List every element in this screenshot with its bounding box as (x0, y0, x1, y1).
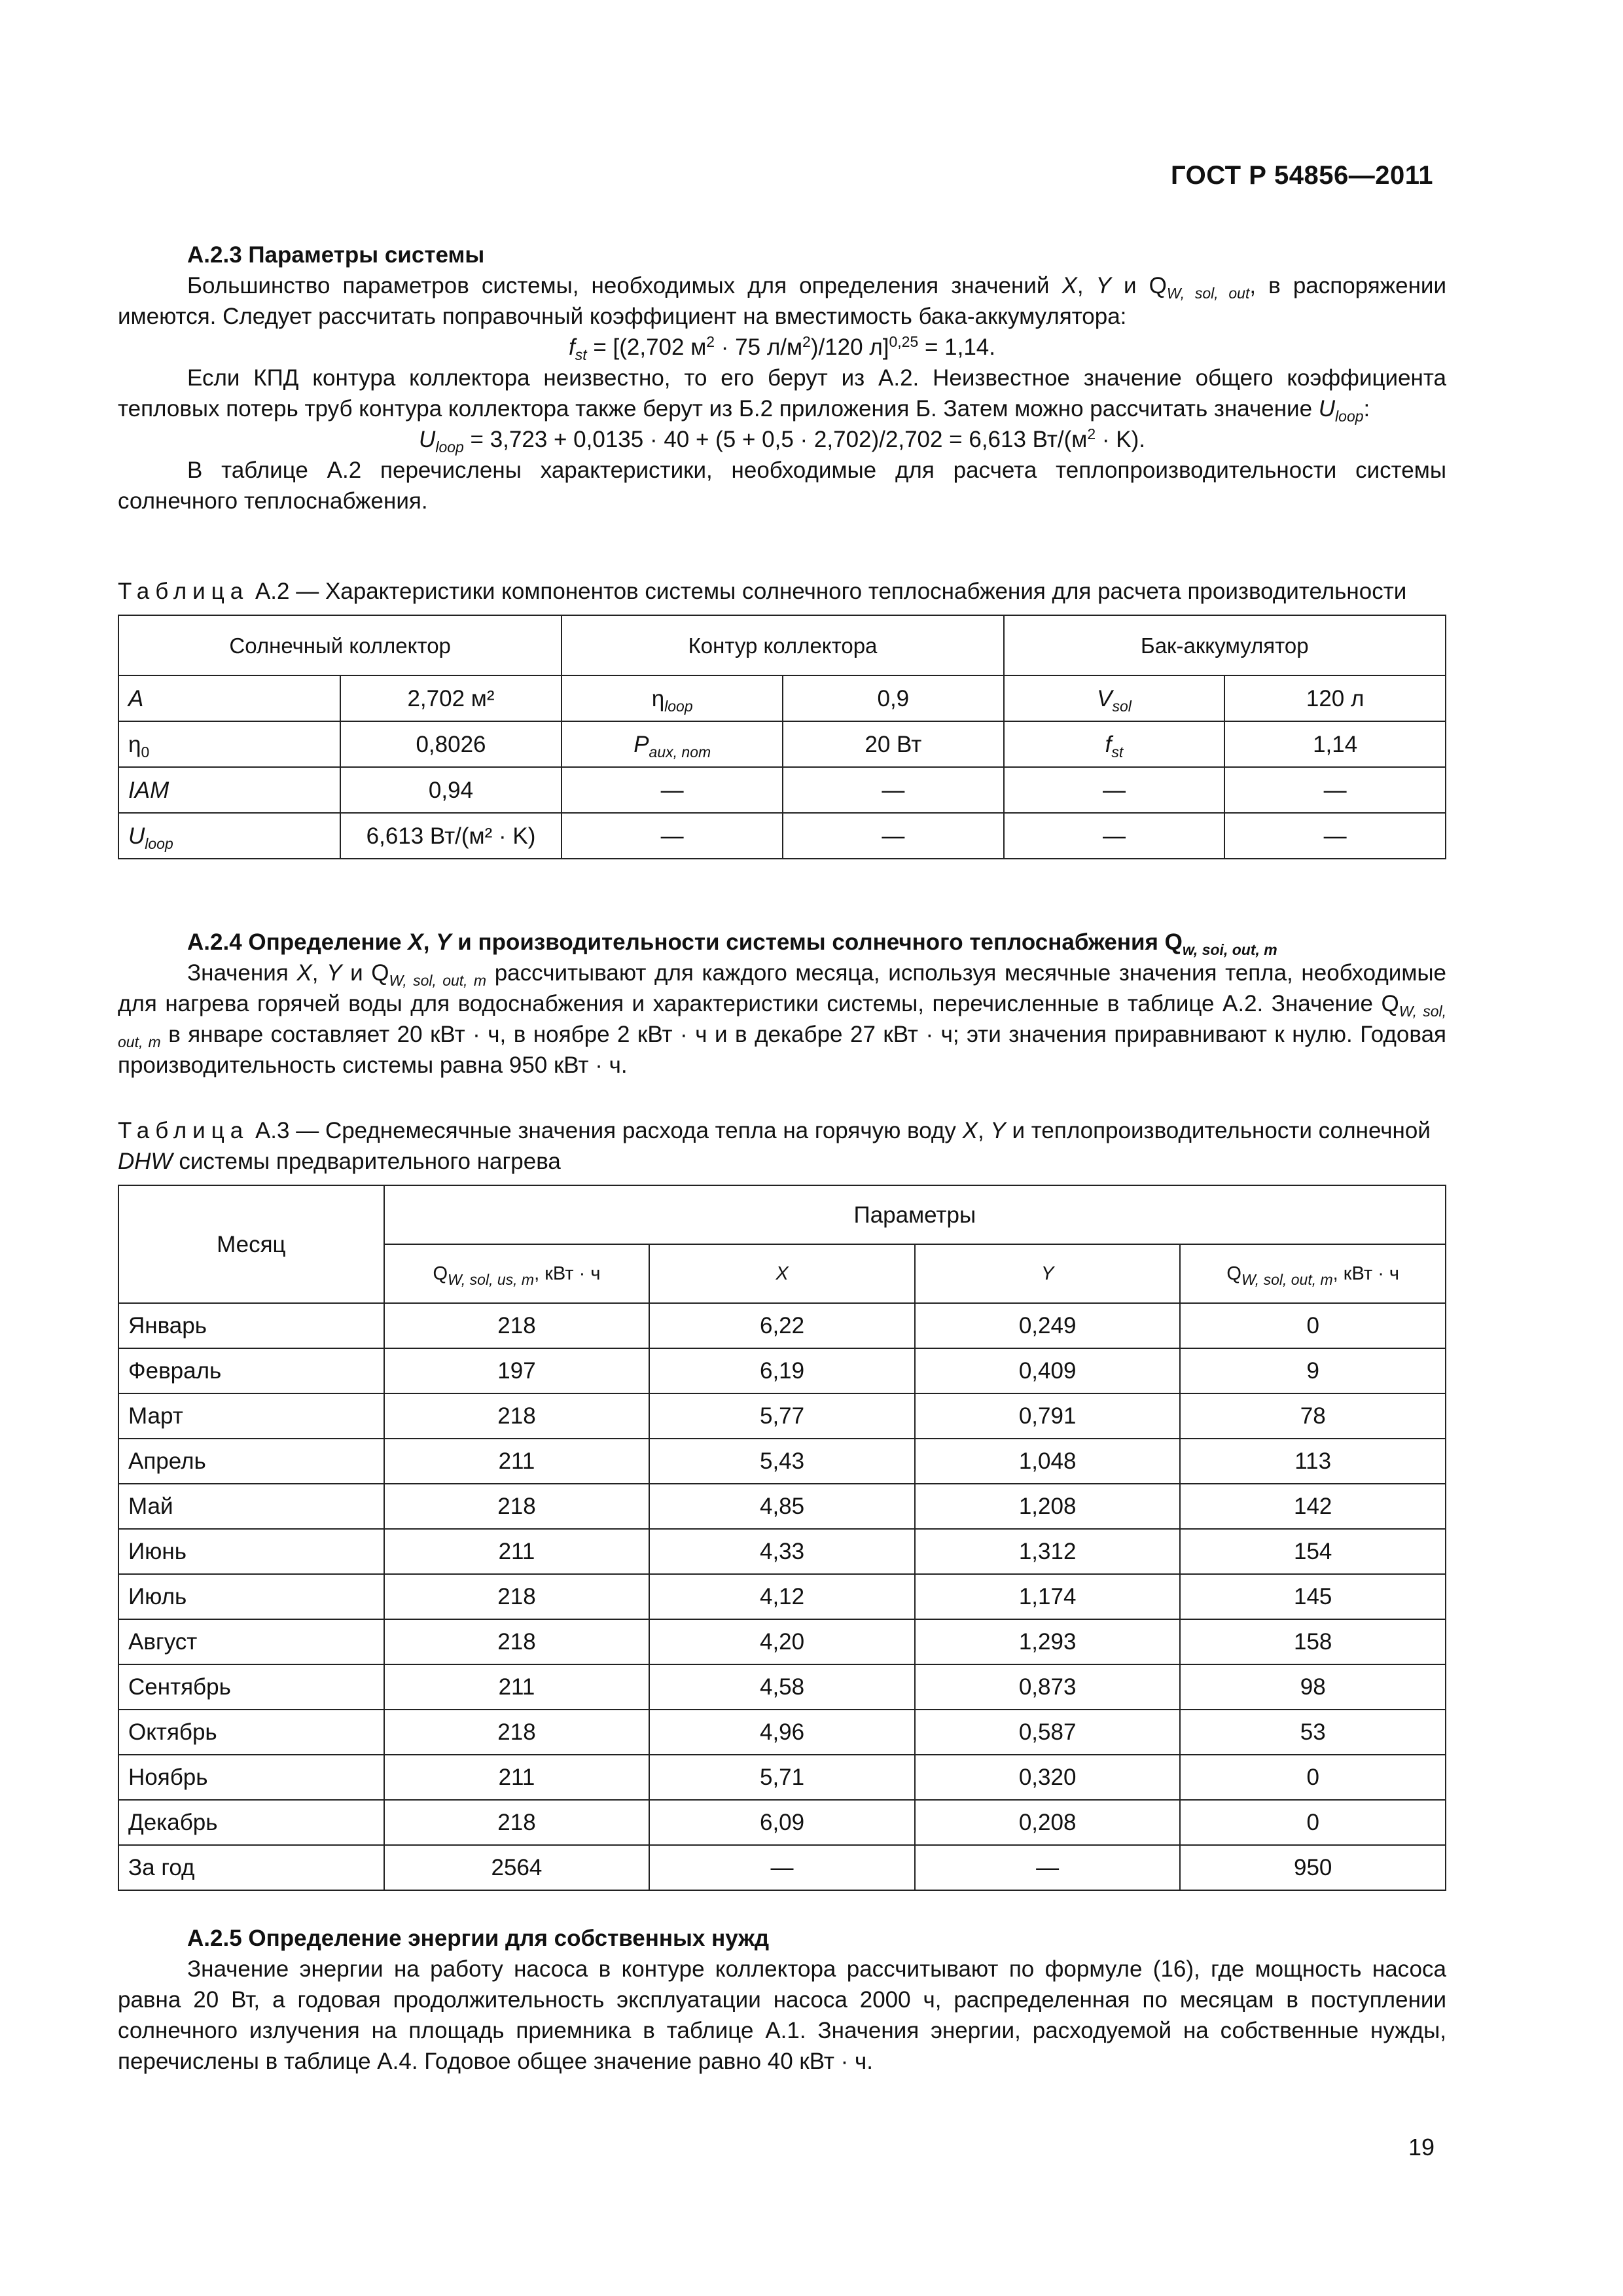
q-us-cell: 218 (384, 1484, 650, 1529)
table-row: $U_{loop}$ 6,613 Вт/(м² · K) — — — — (118, 813, 1446, 859)
table-row (118, 1303, 1446, 1348)
param-value: 0,94 (340, 767, 562, 813)
section-a23-paragraph-2: Если КПД контура коллектора неизвестно, то его берут из А.2. Неизвестное значение общего коэффициента тепловых потерь труб контура коллектора также берут из Б.2 приложения Б. Затем можно рассчитать значение $U_{loop}$: (118, 365, 1446, 425)
table-row (118, 1800, 1446, 1845)
x-cell: 5,77 (649, 1393, 915, 1439)
x-cell: 4,20 (649, 1619, 915, 1664)
month-cell: Июль (118, 1574, 384, 1619)
q-out-cell: 113 (1180, 1439, 1446, 1484)
table-row (118, 1348, 1446, 1393)
param-symbol: η (651, 685, 665, 711)
q-out-cell: 9 (1180, 1348, 1446, 1393)
table-row (118, 1619, 1446, 1664)
param-symbol: A (128, 685, 144, 711)
y-cell: — (915, 1845, 1181, 1890)
param-value: 120 л (1224, 675, 1446, 721)
q-out-cell: 154 (1180, 1529, 1446, 1574)
month-cell: Октябрь (118, 1710, 384, 1755)
table-row (118, 1393, 1446, 1439)
y-cell: 0,587 (915, 1710, 1181, 1755)
q-us-cell: 218 (384, 1619, 650, 1664)
y-cell: 1,293 (915, 1619, 1181, 1664)
table-row (118, 1710, 1446, 1755)
section-a24-title: А.2.4 Определение X, Y и производительности системы солнечного теплоснабжения $Q_{w, soi, out, m}$ (187, 929, 1277, 958)
section-a23-paragraph-3: В таблице А.2 перечислены характеристики, необходимые для расчета теплопроизводительности системы солнечного теплоснабжения. (118, 457, 1446, 514)
header-storage-tank: Бак-аккумулятор (1004, 615, 1446, 675)
table-row (118, 1439, 1446, 1484)
formula-fst: $f_{st} = [(2,702$ $м^2 \cdot 75$ $л/м^2)/120$ л]$^{0,25}$ = 1,14. (569, 333, 995, 363)
q-us-cell: 211 (384, 1529, 650, 1574)
y-cell: 0,791 (915, 1393, 1181, 1439)
q-out-cell: 145 (1180, 1574, 1446, 1619)
table-row (118, 1484, 1446, 1529)
param-symbol: — (1004, 813, 1225, 859)
q-out-cell: 0 (1180, 1303, 1446, 1348)
param-value: 2,702 м² (340, 675, 562, 721)
header-x: X (649, 1244, 915, 1303)
month-cell: Июнь (118, 1529, 384, 1574)
param-symbol: — (1004, 767, 1225, 813)
y-cell: 0,249 (915, 1303, 1181, 1348)
q-out-cell: 98 (1180, 1664, 1446, 1710)
month-cell: Декабрь (118, 1800, 384, 1845)
table-row (118, 1755, 1446, 1800)
x-cell: 4,58 (649, 1664, 915, 1710)
table-a2-caption: Таблица А.2 — Характеристики компонентов системы солнечного теплоснабжения для расчета производительности (118, 579, 1407, 604)
q-out-cell: 0 (1180, 1755, 1446, 1800)
q-us-cell: 2564 (384, 1845, 650, 1890)
header-y: Y (915, 1244, 1181, 1303)
table-row (118, 1845, 1446, 1890)
table-row: A 2,702 м² $\eta_{loop}$ 0,9 $V_{sol}$ 120 л (118, 675, 1446, 721)
param-symbol: f (1105, 731, 1112, 757)
y-cell: 1,208 (915, 1484, 1181, 1529)
section-a25 (118, 1923, 1446, 2077)
header-solar-collector: Солнечный коллектор (118, 615, 562, 675)
x-cell: 4,85 (649, 1484, 915, 1529)
q-us-cell: 211 (384, 1755, 650, 1800)
x-cell: 4,12 (649, 1574, 915, 1619)
section-a23-title: А.2.3 Параметры системы (187, 242, 485, 268)
x-cell: 6,22 (649, 1303, 915, 1348)
table-row (118, 1664, 1446, 1710)
section-a23-paragraph-1: Большинство параметров системы, необходимых для определения значений X, Y и $Q_{W, sol, out}$, в распоряжении имеются. Следует рассчитать поправочный коэффициент на вместимость бака-аккумулятора: (118, 273, 1447, 329)
formula-uloop: $U_{loop} = 3,723 + 0,0135 \cdot 40 + (5 + 0,5 \cdot 2,702)/2,702 = 6,613$ $Вт/(м^2 \cdot K)$. (419, 425, 1145, 456)
month-cell: Август (118, 1619, 384, 1664)
header-q-us: $Q_{W, sol, us, m}$, кВт · ч (384, 1244, 650, 1303)
table-row (118, 1574, 1446, 1619)
param-value: 0,8026 (340, 721, 562, 767)
y-cell: 0,320 (915, 1755, 1181, 1800)
param-value: — (1224, 767, 1446, 813)
header-parameters: Параметры (384, 1185, 1446, 1244)
month-cell: Апрель (118, 1439, 384, 1484)
y-cell: 1,312 (915, 1529, 1181, 1574)
param-symbol: — (562, 813, 783, 859)
q-out-cell: 142 (1180, 1484, 1446, 1529)
x-cell: 4,96 (649, 1710, 915, 1755)
month-cell: Январь (118, 1303, 384, 1348)
param-value: — (783, 767, 1004, 813)
q-us-cell: 218 (384, 1800, 650, 1845)
param-symbol: U (128, 823, 145, 849)
standard-header: ГОСТ Р 54856—2011 (1171, 161, 1433, 190)
header-month: Месяц (118, 1185, 384, 1303)
table-row (118, 767, 1446, 813)
q-us-cell: 211 (384, 1439, 650, 1484)
month-cell: Май (118, 1484, 384, 1529)
month-cell: Март (118, 1393, 384, 1439)
x-cell: 5,71 (649, 1755, 915, 1800)
y-cell: 0,873 (915, 1664, 1181, 1710)
param-value: — (1224, 813, 1446, 859)
param-value: 0,9 (783, 675, 1004, 721)
month-cell: Сентябрь (118, 1664, 384, 1710)
y-cell: 1,174 (915, 1574, 1181, 1619)
month-cell: За год (118, 1845, 384, 1890)
section-a24 (118, 927, 1446, 1081)
section-a25-title: А.2.5 Определение энергии для собственных нужд (187, 1926, 770, 1951)
x-cell: 6,09 (649, 1800, 915, 1845)
param-value: 1,14 (1224, 721, 1446, 767)
q-out-cell: 0 (1180, 1800, 1446, 1845)
table-a3 (118, 1185, 1446, 1891)
table-a3-body (118, 1303, 1446, 1890)
q-us-cell: 218 (384, 1710, 650, 1755)
x-cell: 6,19 (649, 1348, 915, 1393)
q-us-cell: 197 (384, 1348, 650, 1393)
q-out-cell: 78 (1180, 1393, 1446, 1439)
table-row (118, 1529, 1446, 1574)
x-cell: 5,43 (649, 1439, 915, 1484)
q-us-cell: 218 (384, 1303, 650, 1348)
table-a3-caption: Таблица А.3 — Среднемесячные значения расхода тепла на горячую воду X, Y и теплопроизводительности солнечной DHW системы предварительного нагрева (118, 1118, 1431, 1174)
y-cell: 0,208 (915, 1800, 1181, 1845)
month-cell: Ноябрь (118, 1755, 384, 1800)
q-us-cell: 218 (384, 1393, 650, 1439)
month-cell: Февраль (118, 1348, 384, 1393)
q-out-cell: 158 (1180, 1619, 1446, 1664)
section-a23 (118, 240, 1446, 516)
header-q-out: $Q_{W, sol, out, m}$, кВт · ч (1180, 1244, 1446, 1303)
param-value: — (783, 813, 1004, 859)
param-symbol: η (128, 731, 141, 757)
q-out-cell: 53 (1180, 1710, 1446, 1755)
table-a3-header-row-1 (118, 1185, 1446, 1244)
table-a2-block (118, 576, 1446, 859)
x-cell: — (649, 1845, 915, 1890)
table-a2-header-row (118, 615, 1446, 675)
q-out-cell: 950 (1180, 1845, 1446, 1890)
header-collector-loop: Контур коллектора (562, 615, 1003, 675)
param-symbol: V (1097, 685, 1113, 711)
y-cell: 1,048 (915, 1439, 1181, 1484)
q-us-cell: 218 (384, 1574, 650, 1619)
section-a24-paragraph-1: Значения X, Y и $Q_{W, sol, out, m}$ рассчитывают для каждого месяца, используя месячные значения тепла, необходимые для нагрева горячей воды для водоснабжения и характеристики системы, перечисленные в таблице А.2. Значение $Q_{W, sol, out, m}$ в январе составляет 20 кВт · ч, в ноябре 2 кВт · ч и в декабре 27 кВт · ч; эти значения приравнивают к нулю. Годовая производительность системы равна 950 кВт · ч. (118, 960, 1447, 1078)
x-cell: 4,33 (649, 1529, 915, 1574)
param-symbol: IAM (128, 777, 169, 803)
q-us-cell: 211 (384, 1664, 650, 1710)
table-a3-block (118, 1115, 1446, 1891)
param-value: 6,613 Вт/(м² · K) (340, 813, 562, 859)
param-symbol: — (562, 767, 783, 813)
param-symbol: P (633, 731, 649, 757)
page-number: 19 (1408, 2134, 1435, 2161)
y-cell: 0,409 (915, 1348, 1181, 1393)
table-a2 (118, 615, 1446, 859)
section-a25-paragraph-1: Значение энергии на работу насоса в контуре коллектора рассчитывают по формуле (16), где мощность насоса равна 20 Вт, а годовая продолжительность эксплуатации насоса 2000 ч, распределенная по месяцам в поступлении солнечного излучения на площадь приемника в таблице А.1. Значения энергии, расходуемой на собственные нужды, перечислены в таблице А.4. Годовое общее значение равно 40 кВт · ч. (118, 1956, 1446, 2074)
param-value: 20 Вт (783, 721, 1004, 767)
table-row: $\eta_0$ 0,8026 $P_{aux, nom}$ 20 Вт $f_{st}$ 1,14 (118, 721, 1446, 767)
